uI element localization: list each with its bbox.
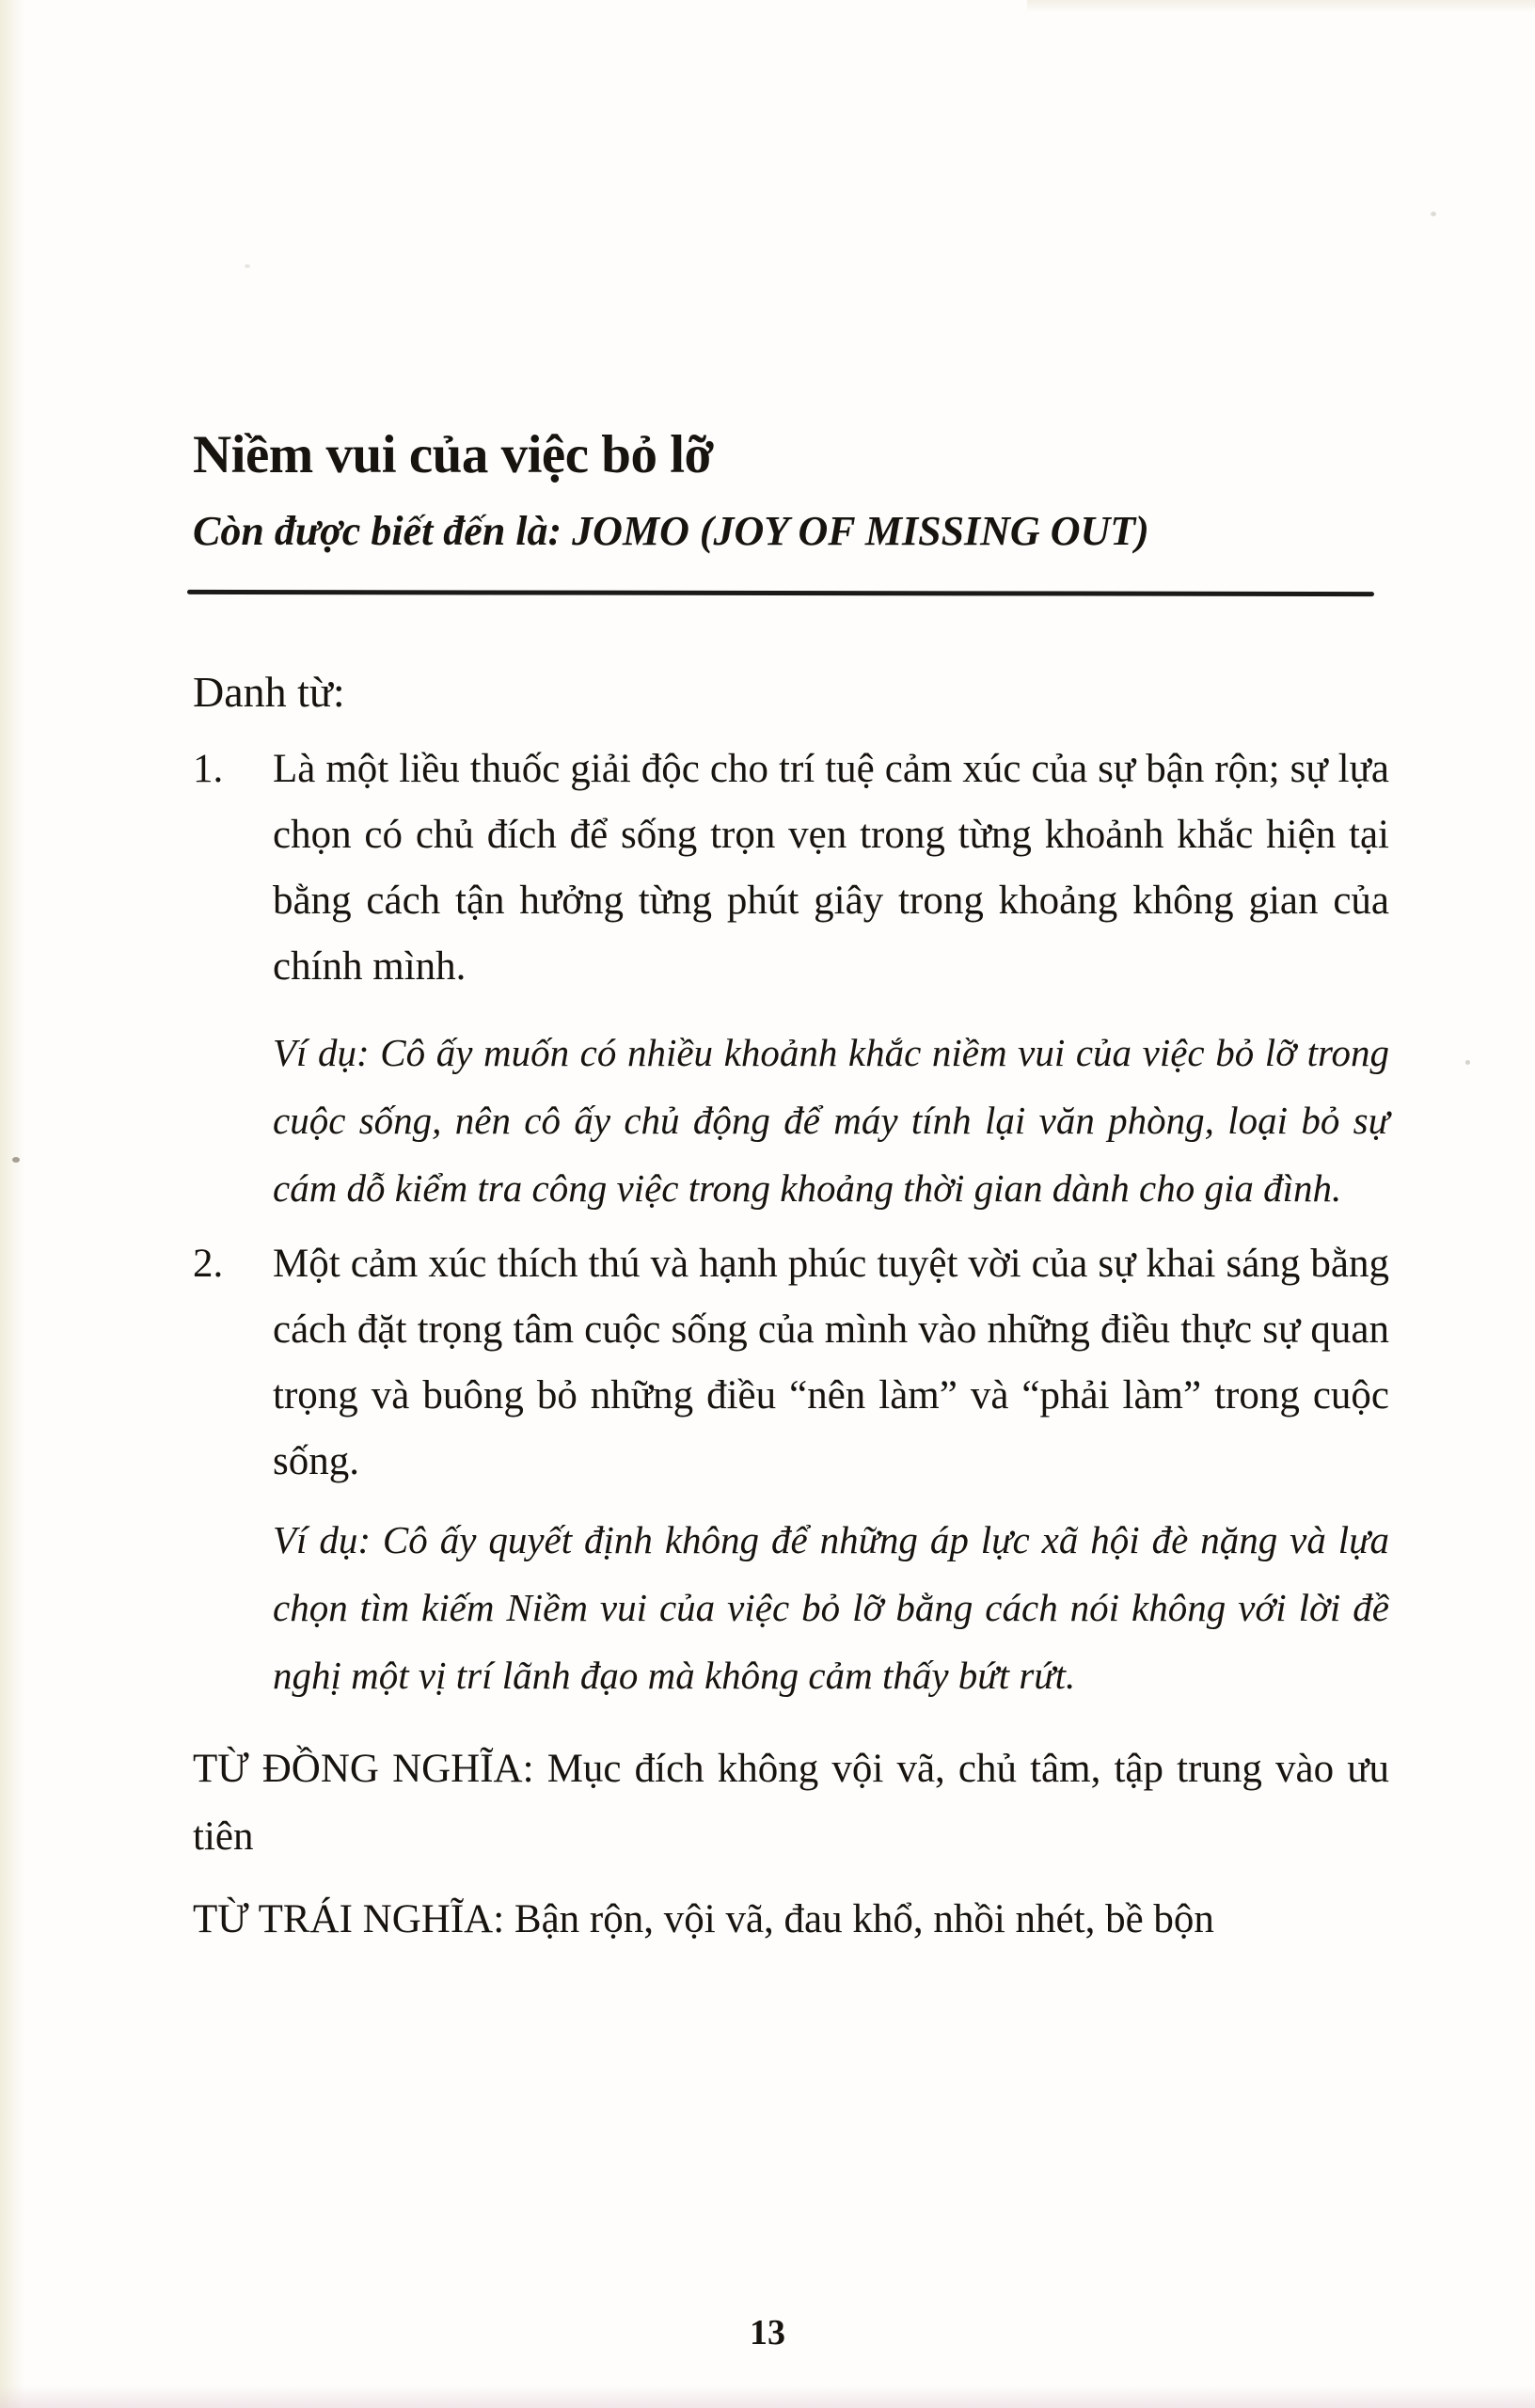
- entry-subtitle: Còn được biết đến là: JOMO (JOY OF MISSING OUT): [193, 508, 1149, 554]
- entry-title: Niềm vui của việc bỏ lỡ: [193, 425, 714, 484]
- scan-edge-left-tint: [0, 0, 24, 2408]
- definition-example-1: Ví dụ: Cô ấy muốn có nhiều khoảnh khắc niềm vui của việc bỏ lỡ trong cuộc sống, nên cô ấy chủ động để máy tính lại văn phòng, loại bỏ sự cám dỗ kiểm tra công việc trong khoảng thời gian dành cho gia đình.: [273, 1031, 1389, 1210]
- part-of-speech-label: Danh từ:: [193, 668, 345, 716]
- definition-example-2: Ví dụ: Cô ấy quyết định không để những áp lực xã hội đè nặng và lựa chọn tìm kiếm Niềm vui của việc bỏ lỡ bằng cách nói không với lời đề nghị một vị trí lãnh đạo mà không cảm thấy bứt rứt.: [273, 1518, 1389, 1697]
- antonyms-line: [193, 1886, 1389, 1954]
- scan-speck: [12, 1157, 20, 1163]
- definition-number: 2.: [193, 1242, 224, 1286]
- scan-edge-bottom-tint: [0, 2385, 1535, 2408]
- definition-number: 1.: [193, 747, 224, 791]
- synonyms-line: [193, 1735, 1389, 1871]
- antonyms-label: TỪ TRÁI NGHĨA:: [193, 1897, 505, 1941]
- definition-text: Một cảm xúc thích thú và hạnh phúc tuyệt vời của sự khai sáng bằng cách đặt trọng tâm cuộc sống của mình vào những điều thực sự quan trọng và buông bỏ những điều “nên làm” và “phải làm” trong cuộc sống.: [273, 1242, 1389, 1483]
- definition-item-1: [193, 737, 1389, 1000]
- definition-text: Là một liều thuốc giải độc cho trí tuệ cảm xúc của sự bận rộn; sự lựa chọn có chủ đích để sống trọn vẹn trong từng khoảnh khắc hiện tại bằng cách tận hưởng từng phút giây trong khoảng không gian của chính mình.: [273, 747, 1389, 989]
- scan-speck: [1431, 212, 1436, 216]
- synonyms-text: Mục đích không vội vã, chủ tâm, tập trung vào ưu tiên: [193, 1747, 1390, 1859]
- title-rule: [187, 590, 1374, 596]
- antonyms-text: Bận rộn, vội vã, đau khổ, nhồi nhét, bề bộn: [514, 1897, 1214, 1941]
- page-content: [193, 0, 1389, 1954]
- page-number: 13: [750, 2313, 785, 2353]
- scan-speck: [1465, 1060, 1470, 1065]
- synonyms-label: TỪ ĐỒNG NGHĨA:: [193, 1747, 534, 1791]
- definition-item-2: [193, 1231, 1389, 1495]
